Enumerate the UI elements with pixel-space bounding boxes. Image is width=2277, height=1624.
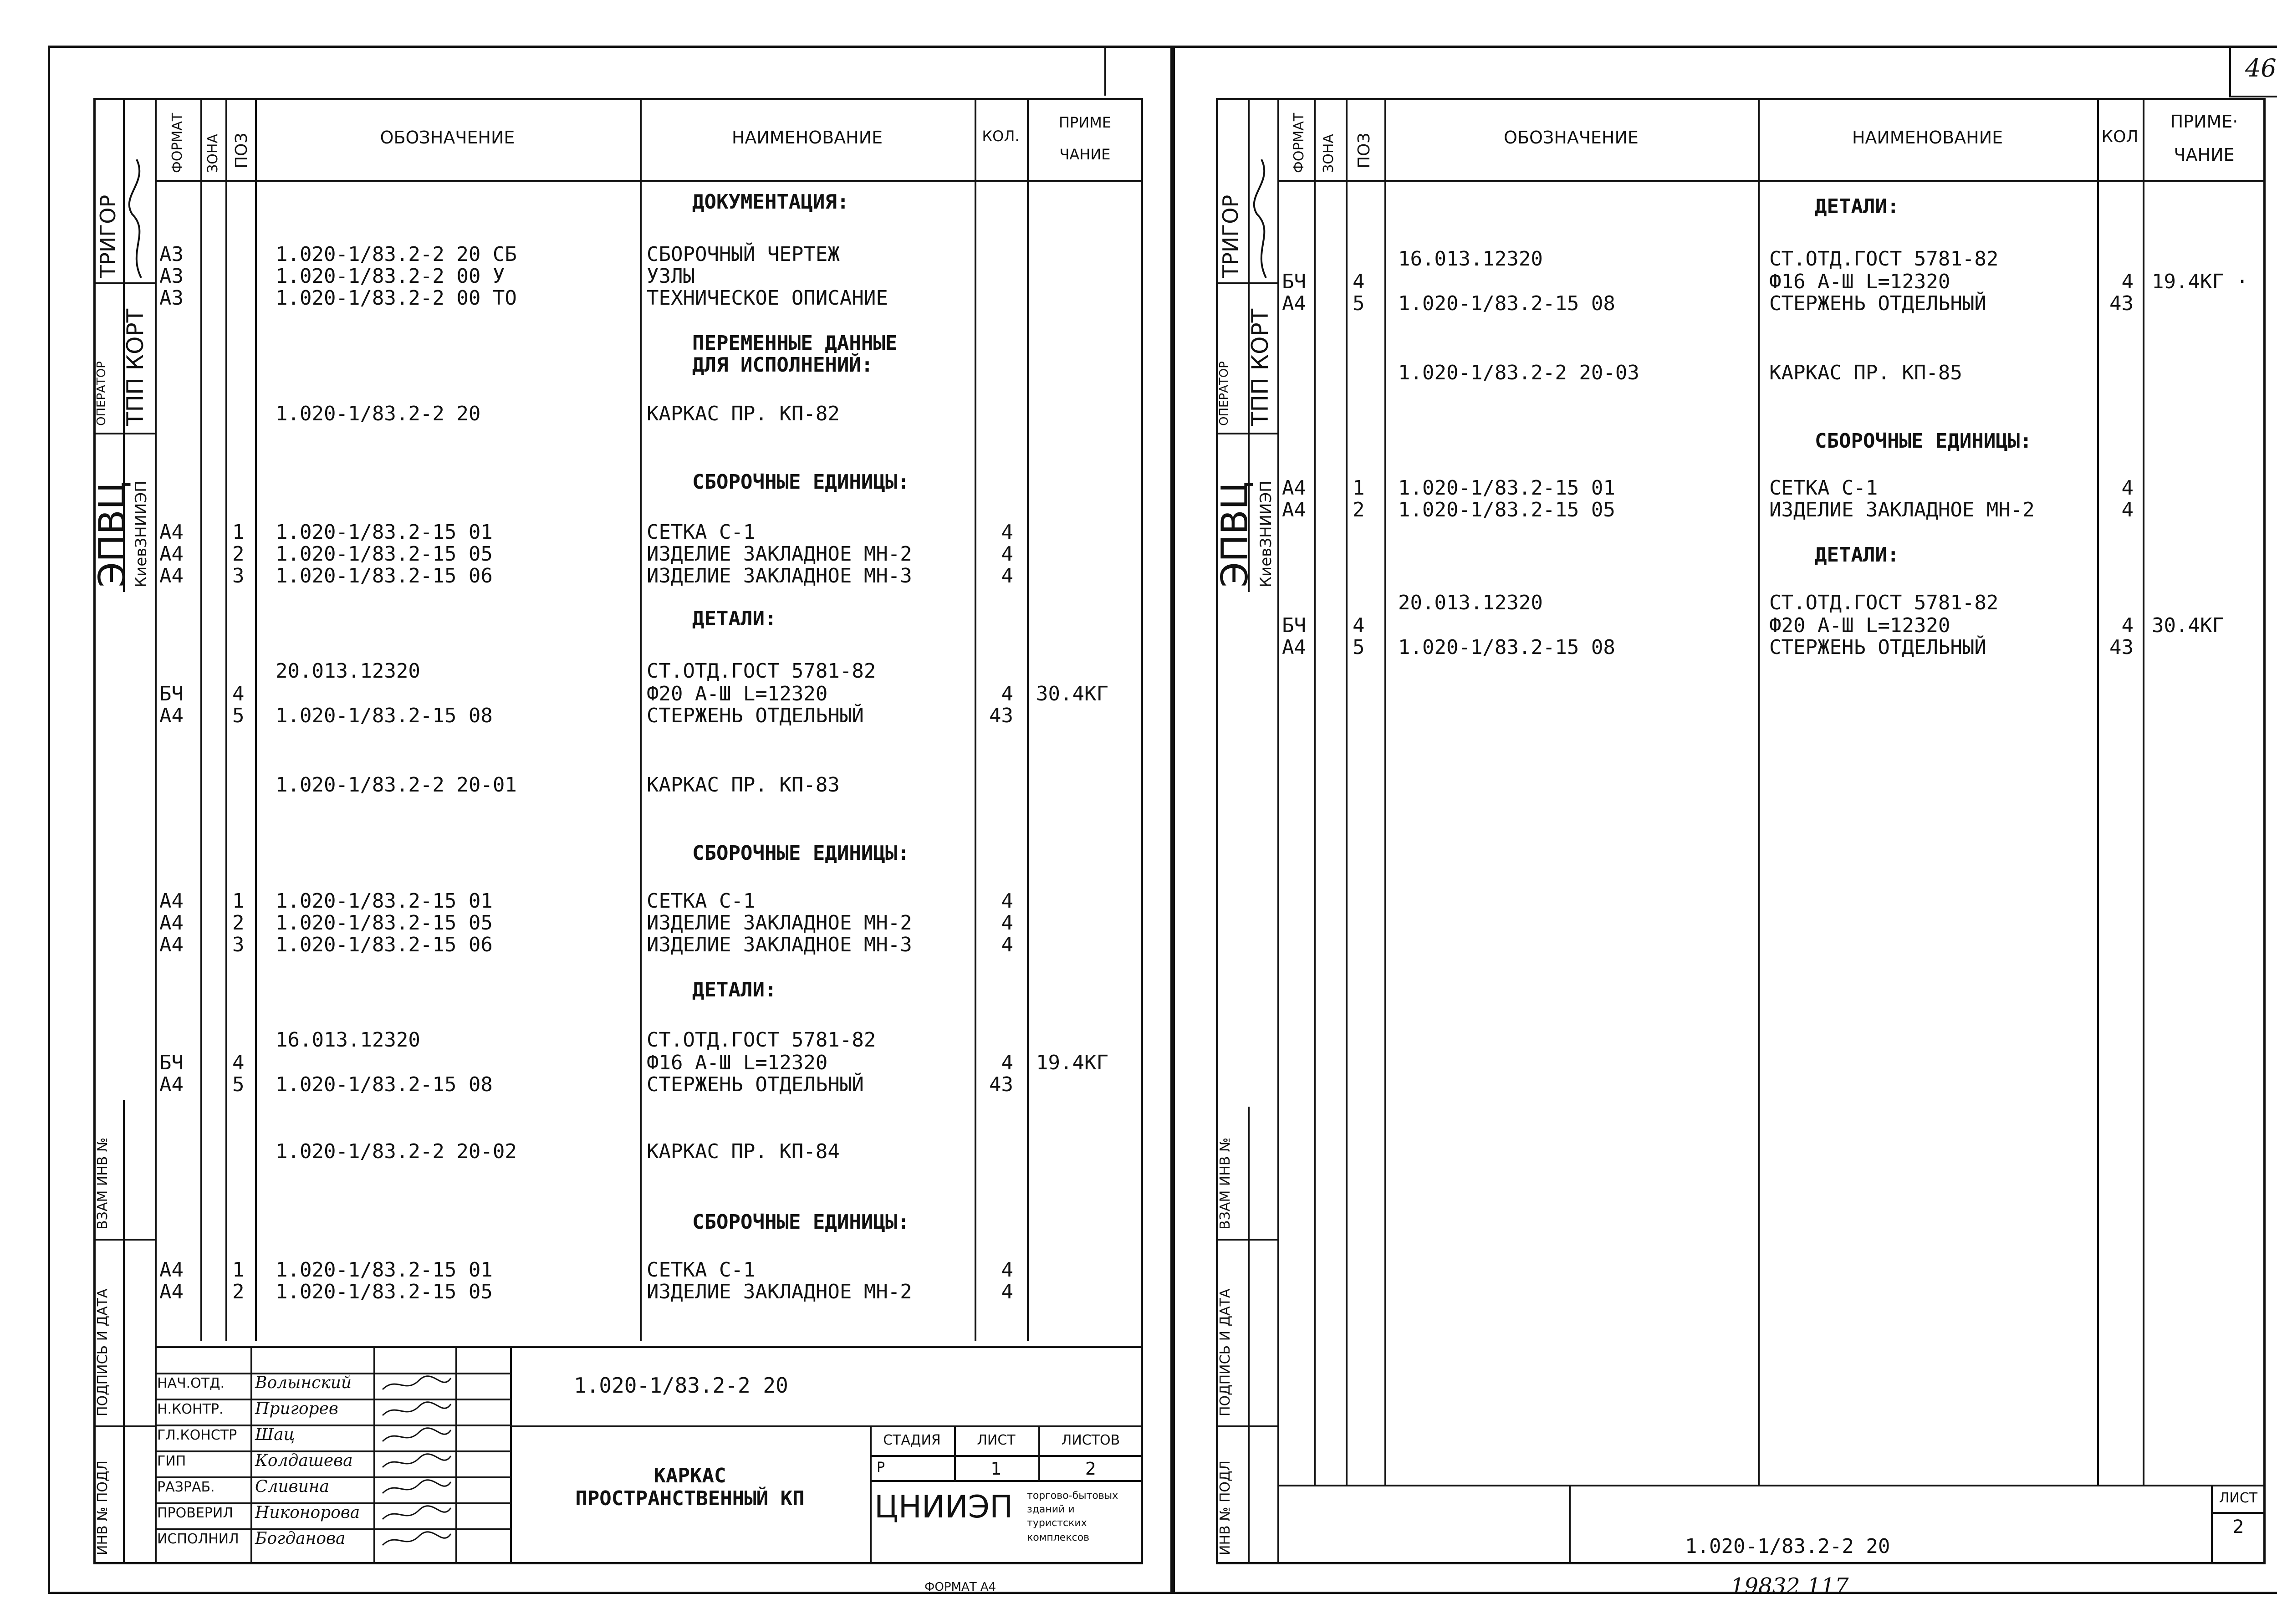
- note-cell: 30.4КГ: [1036, 682, 1108, 705]
- r-stamp-kiev: КиевЗНИИЭП: [1257, 480, 1275, 587]
- name-cell: ИЗДЕЛИЕ ЗАКЛАДНОЕ МН-3: [647, 933, 912, 956]
- designation-cell: 1.020-1/83.2-15 01: [276, 1258, 493, 1282]
- name-cell: ТЕХНИЧЕСКОЕ ОПИСАНИЕ: [647, 286, 888, 310]
- r-strip-podpis: ПОДПИСЬ И ДАТА: [1217, 1288, 1233, 1416]
- sheets-label: ЛИСТОВ: [1061, 1432, 1120, 1448]
- note-cell: 30.4КГ: [2152, 614, 2224, 637]
- spec-row: [0, 615, 2277, 637]
- qty-cell: 4: [1001, 542, 1013, 566]
- pos-cell: 4: [1353, 614, 1365, 637]
- signature-scribble: [378, 1425, 455, 1448]
- signature-scribble: [378, 1503, 455, 1526]
- qty-cell: 4: [1001, 1051, 1013, 1074]
- name-cell: ДЕТАЛИ:: [692, 607, 777, 630]
- name-cell: Ф20 А-Ш L=12320: [1769, 614, 1950, 637]
- designation-cell: 1.020-1/83.2-15 05: [276, 542, 493, 566]
- pos-cell: 4: [232, 1051, 245, 1074]
- format-cell: А4: [1282, 476, 1306, 500]
- format-cell: БЧ: [159, 682, 184, 705]
- designation-cell: 1.020-1/83.2-2 00 У: [276, 265, 505, 288]
- r-stamp-epvc: ЭПВЦ: [1214, 481, 1256, 587]
- left-spec-table: [93, 98, 1143, 1564]
- strip-vzam: ВЗАМ ИНВ №: [95, 1137, 111, 1230]
- format-cell: А3: [159, 265, 184, 288]
- pos-cell: 5: [1353, 292, 1365, 315]
- qty-cell: 4: [1001, 521, 1013, 544]
- r-header-designation: ОБОЗНАЧЕНИЕ: [1504, 128, 1639, 148]
- qty-cell: 4: [2121, 498, 2134, 521]
- org-desc-1: торгово-бытовых: [1027, 1490, 1118, 1501]
- r-strip-inv: ИНВ № ПОДЛ: [1217, 1460, 1233, 1555]
- name-cell: ДОКУМЕНТАЦИЯ:: [692, 190, 849, 214]
- qty-cell: 43: [989, 1073, 1013, 1096]
- role-label: РАЗРАБ.: [157, 1479, 215, 1495]
- header-designation: ОБОЗНАЧЕНИЕ: [380, 128, 515, 148]
- format-cell: А4: [159, 889, 184, 913]
- stamp-epvc: ЭПВЦ: [91, 481, 133, 587]
- qty-cell: 4: [2121, 270, 2134, 293]
- org-desc-4: комплексов: [1027, 1532, 1090, 1543]
- r-header-note-1: ПРИМЕ·: [2170, 112, 2238, 132]
- header-format: ФОРМАТ: [169, 112, 185, 173]
- note-cell: 19.4КГ: [1036, 1051, 1108, 1074]
- title-product-1: КАРКАС: [653, 1464, 726, 1487]
- format-cell: А4: [1282, 292, 1306, 315]
- org-desc-2: зданий и: [1027, 1504, 1075, 1515]
- sheet-value: 1: [990, 1459, 1002, 1479]
- name-cell: ДЕТАЛИ:: [692, 978, 777, 1001]
- stage-label: СТАДИЯ: [883, 1432, 941, 1448]
- section-heading-row: [0, 430, 2277, 452]
- role-row-line: [155, 1425, 510, 1426]
- pos-cell: 5: [232, 704, 245, 727]
- format-cell: А4: [159, 1280, 184, 1303]
- header-note-2: ЧАНИЕ: [1059, 146, 1111, 163]
- name-cell: УЗЛЫ: [647, 265, 695, 288]
- designation-cell: 1.020-1/83.2-2 20-02: [276, 1140, 517, 1163]
- org-desc-3: туристских: [1027, 1517, 1087, 1529]
- role-name: Никонорова: [255, 1503, 360, 1522]
- format-cell: А4: [159, 704, 184, 727]
- r-sheet-label: ЛИСТ: [2219, 1490, 2258, 1506]
- strip-inv: ИНВ № ПОДЛ: [95, 1460, 111, 1555]
- role-label: ИСПОЛНИЛ: [157, 1531, 239, 1547]
- role-name: Шац: [255, 1425, 295, 1444]
- name-cell: Ф16 А-Ш L=12320: [1769, 270, 1950, 293]
- r-title-code: 1.020-1/83.2-2 20: [1685, 1535, 1890, 1558]
- designation-cell: 1.020-1/83.2-2 20: [276, 402, 481, 425]
- qty-cell: 43: [2109, 292, 2134, 315]
- name-cell: КАРКАС ПР. КП-85: [1769, 361, 1962, 384]
- name-cell: СЕТКА С-1: [647, 889, 756, 913]
- name-cell: ИЗДЕЛИЕ ЗАКЛАДНОЕ МН-2: [647, 911, 912, 935]
- format-cell: А4: [159, 521, 184, 544]
- role-label: НАЧ.ОТД.: [157, 1375, 225, 1391]
- designation-cell: 1.020-1/83.2-2 20-03: [1398, 361, 1639, 384]
- spec-row: [0, 293, 2277, 315]
- format-cell: А4: [159, 911, 184, 935]
- r-header-note-2: ЧАНИЕ: [2174, 145, 2235, 165]
- name-cell: ИЗДЕЛИЕ ЗАКЛАДНОЕ МН-2: [647, 1280, 912, 1303]
- header-name: НАИМЕНОВАНИЕ: [731, 128, 883, 148]
- pos-cell: 3: [232, 933, 245, 956]
- qty-cell: 4: [1001, 682, 1013, 705]
- stamp-kiev: КиевЗНИИЭП: [132, 480, 150, 587]
- name-cell: СБОРОЧНЫЕ ЕДИНИЦЫ:: [692, 1210, 909, 1234]
- signature-scribble: [378, 1529, 455, 1552]
- strip-podpis: ПОДПИСЬ И ДАТА: [95, 1288, 111, 1416]
- designation-cell: 16.013.12320: [1398, 247, 1543, 271]
- r-header-pos: ПОЗ: [1355, 133, 1373, 169]
- spec-row: [0, 477, 2277, 499]
- signature-scribble: [378, 1399, 455, 1422]
- qty-cell: 43: [2109, 636, 2134, 659]
- designation-cell: 20.013.12320: [276, 659, 420, 683]
- designation-cell: 1.020-1/83.2-2 00 ТО: [276, 286, 517, 310]
- designation-cell: 1.020-1/83.2-15 01: [1398, 476, 1615, 500]
- name-cell: СТЕРЖЕНЬ ОТДЕЛЬНЫЙ: [1769, 636, 1986, 659]
- spec-row: [0, 592, 2277, 614]
- designation-cell: 1.020-1/83.2-15 08: [276, 1073, 493, 1096]
- role-label: Н.КОНТР.: [157, 1401, 224, 1417]
- name-cell: ИЗДЕЛИЕ ЗАКЛАДНОЕ МН-2: [1769, 498, 2035, 521]
- stamp-trigor: ТРИГОР: [96, 194, 120, 278]
- designation-cell: 1.020-1/83.2-15 01: [276, 889, 493, 913]
- role-name: Пригорев: [255, 1399, 338, 1418]
- header-qty: КОЛ.: [982, 128, 1020, 145]
- name-cell: СТЕРЖЕНЬ ОТДЕЛЬНЫЙ: [647, 1073, 864, 1096]
- spec-row: [0, 362, 2277, 384]
- pos-cell: 1: [1353, 476, 1365, 500]
- designation-cell: 20.013.12320: [1398, 591, 1543, 614]
- qty-cell: 4: [2121, 476, 2134, 500]
- designation-cell: 1.020-1/83.2-15 05: [276, 911, 493, 935]
- pos-cell: 3: [232, 564, 245, 587]
- r-stamp-operator: ОПЕРАТОР: [1217, 361, 1231, 426]
- designation-cell: 1.020-1/83.2-15 08: [276, 704, 493, 727]
- r-header-zone: ЗОНА: [1321, 134, 1337, 173]
- format-cell: А4: [159, 1073, 184, 1096]
- note-cell: 19.4КГ ·: [2152, 270, 2248, 293]
- qty-cell: 4: [1001, 933, 1013, 956]
- role-name: Колдашева: [255, 1451, 353, 1470]
- format-cell: БЧ: [159, 1051, 184, 1074]
- left-corner-divider: [1104, 46, 1106, 96]
- designation-cell: 1.020-1/83.2-15 05: [276, 1280, 493, 1303]
- right-spec-table: [1216, 98, 2266, 1564]
- r-strip-vzam: ВЗАМ ИНВ №: [1217, 1137, 1233, 1230]
- designation-cell: 1.020-1/83.2-2 20 СБ: [276, 243, 517, 266]
- role-row-line: [155, 1476, 510, 1478]
- qty-cell: 4: [1001, 1280, 1013, 1303]
- name-cell: ИЗДЕЛИЕ ЗАКЛАДНОЕ МН-2: [647, 542, 912, 566]
- designation-cell: 1.020-1/83.2-15 08: [1398, 292, 1615, 315]
- qty-cell: 4: [1001, 1258, 1013, 1282]
- pos-cell: 2: [232, 911, 245, 935]
- pos-cell: 5: [1353, 636, 1365, 659]
- qty-cell: 4: [1001, 889, 1013, 913]
- qty-cell: 4: [2121, 614, 2134, 637]
- name-cell: КАРКАС ПР. КП-83: [647, 773, 840, 797]
- name-cell: СТ.ОТД.ГОСТ 5781-82: [1769, 247, 1999, 271]
- pos-cell: 4: [232, 682, 245, 705]
- designation-cell: 1.020-1/83.2-15 06: [276, 564, 493, 587]
- name-cell: СТ.ОТД.ГОСТ 5781-82: [647, 1028, 876, 1052]
- sheet-label: ЛИСТ: [977, 1432, 1016, 1448]
- format-note: ФОРМАТ А4: [924, 1580, 996, 1594]
- name-cell: ПЕРЕМЕННЫЕ ДАННЫЕ: [692, 332, 898, 355]
- role-name: Волынский: [255, 1374, 352, 1392]
- format-cell: А4: [1282, 498, 1306, 521]
- name-cell: СЕТКА С-1: [1769, 476, 1878, 500]
- name-cell: СЕТКА С-1: [647, 521, 756, 544]
- spec-row: [0, 637, 2277, 659]
- role-label: ГИП: [157, 1453, 186, 1469]
- name-cell: КАРКАС ПР. КП-82: [647, 402, 840, 425]
- role-name: Богданова: [255, 1529, 346, 1548]
- pos-cell: 2: [232, 542, 245, 566]
- pos-cell: 4: [1353, 270, 1365, 293]
- header-zone: ЗОНА: [205, 134, 221, 173]
- spec-row: [0, 499, 2277, 521]
- designation-cell: 1.020-1/83.2-15 01: [276, 521, 493, 544]
- designation-cell: 1.020-1/83.2-2 20-01: [276, 773, 517, 797]
- name-cell: Ф16 А-Ш L=12320: [647, 1051, 828, 1074]
- title-code: 1.020-1/83.2-2 20: [574, 1373, 788, 1398]
- role-name: Сливина: [255, 1477, 329, 1496]
- stage-value: Р: [877, 1460, 885, 1476]
- header-note-1: ПРИМЕ: [1058, 114, 1112, 131]
- name-cell: ИЗДЕЛИЕ ЗАКЛАДНОЕ МН-3: [647, 564, 912, 587]
- format-cell: А4: [159, 1258, 184, 1282]
- header-pos: ПОЗ: [232, 133, 251, 169]
- role-label: ПРОВЕРИЛ: [157, 1505, 233, 1521]
- qty-cell: 4: [1001, 911, 1013, 935]
- format-cell: А3: [159, 286, 184, 310]
- designation-cell: 1.020-1/83.2-15 06: [276, 933, 493, 956]
- format-cell: А4: [159, 933, 184, 956]
- r-sheet-value: 2: [2232, 1517, 2244, 1537]
- r-header-qty: КОЛ: [2101, 128, 2139, 146]
- format-cell: БЧ: [1282, 270, 1306, 293]
- role-label: ГЛ.КОНСТР: [157, 1427, 237, 1443]
- designation-cell: 1.020-1/83.2-15 08: [1398, 636, 1615, 659]
- designation-cell: 16.013.12320: [276, 1028, 420, 1052]
- format-cell: А3: [159, 243, 184, 266]
- name-cell: СТЕРЖЕНЬ ОТДЕЛЬНЫЙ: [647, 704, 864, 727]
- signature-scribble: [378, 1374, 455, 1396]
- r-header-name: НАИМЕНОВАНИЕ: [1852, 128, 2003, 148]
- name-cell: СБОРОЧНЫЕ ЕДИНИЦЫ:: [692, 470, 909, 494]
- pos-cell: 5: [232, 1073, 245, 1096]
- pos-cell: 1: [232, 1258, 245, 1282]
- name-cell: СБОРОЧНЫЕ ЕДИНИЦЫ:: [1815, 429, 2032, 453]
- name-cell: СТ.ОТД.ГОСТ 5781-82: [647, 659, 876, 683]
- name-cell: СЕТКА С-1: [647, 1258, 756, 1282]
- designation-cell: 1.020-1/83.2-15 05: [1398, 498, 1615, 521]
- format-cell: А4: [159, 564, 184, 587]
- name-cell: СБОРОЧНЫЙ ЧЕРТЕЖ: [647, 243, 840, 266]
- stamp-tpp-kort: ТПП КОРТ: [122, 308, 148, 426]
- stamp-operator: ОПЕРАТОР: [95, 361, 108, 426]
- page-number: 46: [2245, 54, 2277, 82]
- spec-row: [0, 248, 2277, 270]
- name-cell: ДЛЯ ИСПОЛНЕНИЙ:: [692, 353, 873, 377]
- sheets-value: 2: [1085, 1459, 1097, 1479]
- signature-scribble: [378, 1451, 455, 1474]
- section-heading-row: [0, 196, 2277, 218]
- org-name: ЦНИИЭП: [874, 1489, 1013, 1525]
- name-cell: КАРКАС ПР. КП-84: [647, 1140, 840, 1163]
- pos-cell: 2: [1353, 498, 1365, 521]
- name-cell: Ф20 А-Ш L=12320: [647, 682, 828, 705]
- format-cell: А4: [1282, 636, 1306, 659]
- title-product-2: ПРОСТРАНСТВЕННЫЙ КП: [575, 1487, 805, 1510]
- format-cell: А4: [159, 542, 184, 566]
- pos-cell: 1: [232, 521, 245, 544]
- signature-scribble: [378, 1477, 455, 1500]
- name-cell: ДЕТАЛИ:: [1815, 195, 1899, 218]
- name-cell: СТ.ОТД.ГОСТ 5781-82: [1769, 591, 1999, 614]
- format-cell: БЧ: [1282, 614, 1306, 637]
- bottom-note: 19832 117: [1731, 1573, 1849, 1599]
- pos-cell: 2: [232, 1280, 245, 1303]
- name-cell: СТЕРЖЕНЬ ОТДЕЛЬНЫЙ: [1769, 292, 1986, 315]
- r-stamp-tpp-kort: ТПП КОРТ: [1247, 308, 1273, 426]
- pos-cell: 1: [232, 889, 245, 913]
- name-cell: СБОРОЧНЫЕ ЕДИНИЦЫ:: [692, 842, 909, 865]
- section-heading-row: [0, 544, 2277, 566]
- qty-cell: 4: [1001, 564, 1013, 587]
- spec-row: [0, 271, 2277, 293]
- name-cell: ДЕТАЛИ:: [1815, 543, 1899, 567]
- r-header-format: ФОРМАТ: [1291, 112, 1307, 173]
- r-stamp-trigor: ТРИГОР: [1218, 194, 1243, 278]
- qty-cell: 43: [989, 704, 1013, 727]
